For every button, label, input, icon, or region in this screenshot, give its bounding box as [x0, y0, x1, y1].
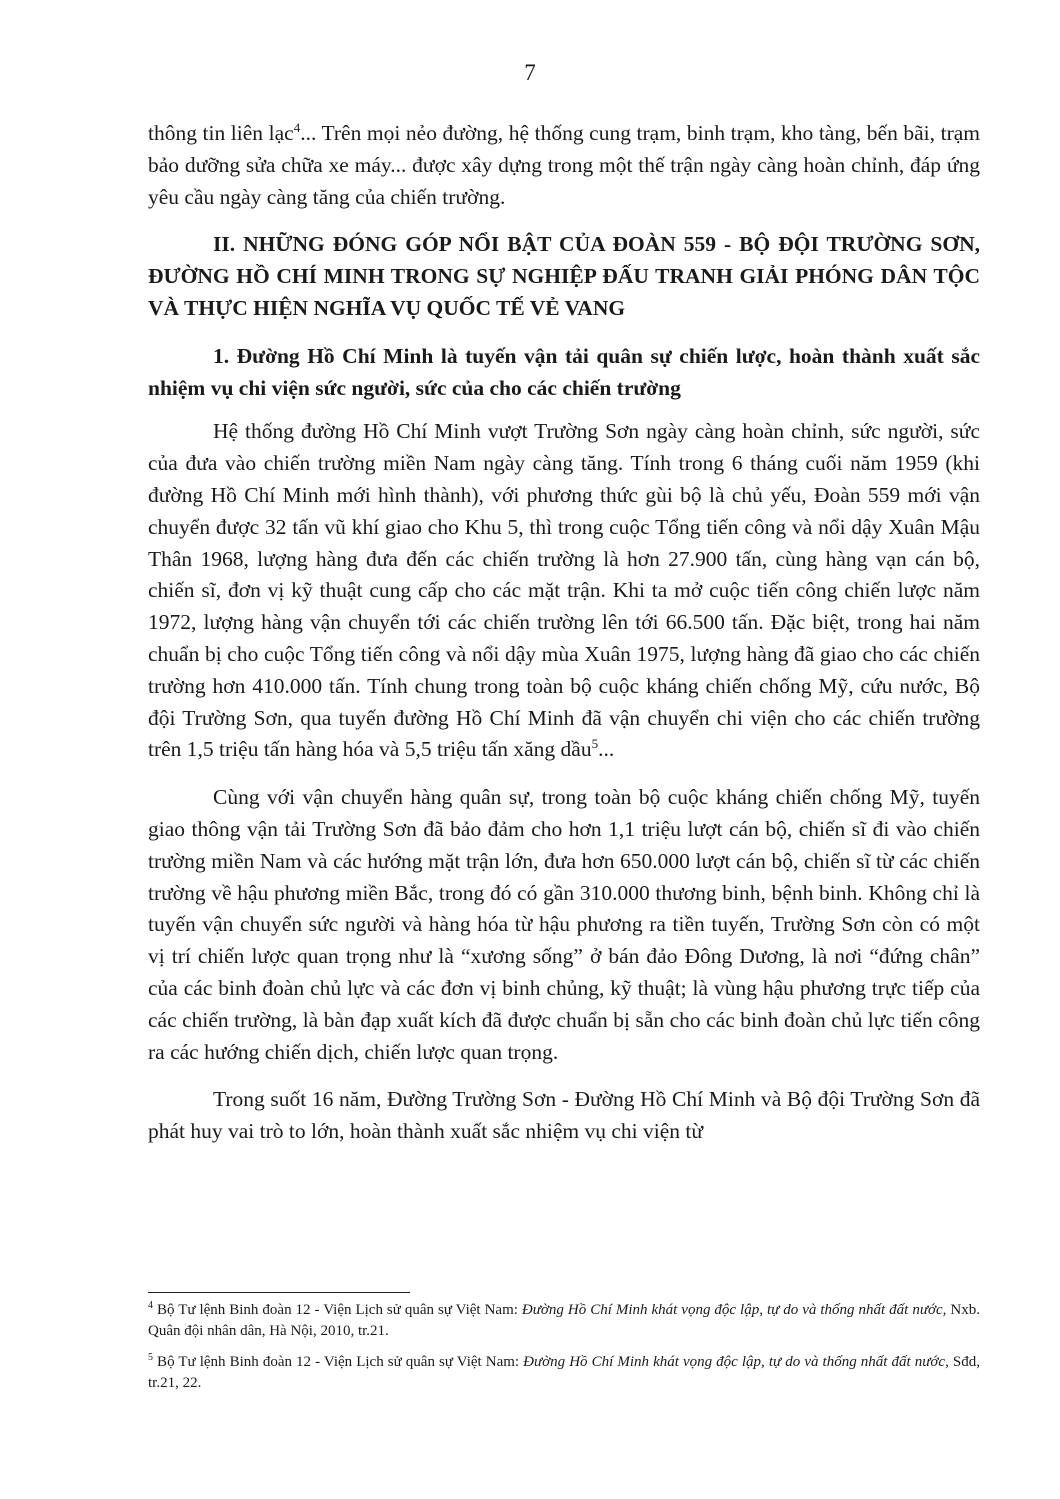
footnote-text: Nxb. Quân đội nhân dân, Hà Nội, 2010, tr.21.: [148, 1302, 980, 1339]
footnote-ref-4[interactable]: 4: [293, 119, 301, 135]
paragraph-text: ... Trên mọi nẻo đường, hệ thống cung trạm, binh trạm, kho tàng, bến bãi, trạm bảo dưỡng sửa chữa xe máy... được xây dựng trong một thế trận ngày càng hoàn chỉnh, đáp ứng yêu cầu ngày càng tăng của chiến trường.: [148, 121, 980, 209]
sub-heading: 1. Đường Hồ Chí Minh là tuyến vận tải quân sự chiến lược, hoàn thành xuất sắc nhiệm vụ chi viện sức người, sức của cho các chiến trường: [148, 343, 980, 400]
paragraph-text: Hệ thống đường Hồ Chí Minh vượt Trường Sơn ngày càng hoàn chỉnh, sức người, sức của đưa vào chiến trường miền Nam ngày càng tăng. Tính trong 6 tháng cuối năm 1959 (khi đường Hồ Chí Minh mới hình thành), với phương thức gùi bộ là chủ yếu, Đoàn 559 mới vận chuyển được 32 tấn vũ khí giao cho Khu 5, thì trong cuộc Tổng tiến công và nổi dậy Xuân Mậu Thân 1968, lượng hàng đưa đến các chiến trường là hơn 27.900 tấn, cùng hàng vạn cán bộ, chiến sĩ, đơn vị kỹ thuật cung cấp cho các mặt trận. Khi ta mở cuộc tiến công chiến lược năm 1972, lượng hàng vận chuyển tới các chiến trường lên tới 66.500 tấn. Đặc biệt, trong hai năm chuẩn bị cho cuộc Tổng tiến công và nổi dậy mùa Xuân 1975, lượng hàng đã giao cho các chiến trường hơn 410.000 tấn. Tính chung trong toàn bộ cuộc kháng chiến chống Mỹ, cứu nước, Bộ đội Trường Sơn, qua tuyến đường Hồ Chí Minh đã vận chuyển chi viện cho các chiến trường trên 1,5 triệu tấn hàng hóa và 5,5 triệu tấn xăng dầu: [148, 419, 980, 762]
section-heading: II. NHỮNG ĐÓNG GÓP NỔI BẬT CỦA ĐOÀN 559 - BỘ ĐỘI TRƯỜNG SƠN, ĐƯỜNG HỒ CHÍ MINH TRONG SỰ NGHIỆP ĐẤU TRANH GIẢI PHÓNG DÂN TỘC VÀ THỰC HIỆN NGHĨA VỤ QUỐC TẾ VẺ VANG: [148, 232, 980, 320]
footnote-number: 5: [148, 1352, 153, 1363]
footnote-divider: [148, 1292, 410, 1293]
footnote-ref-5[interactable]: 5: [591, 736, 599, 752]
footnote-text: Bộ Tư lệnh Binh đoàn 12 - Viện Lịch sử quân sự Việt Nam:: [153, 1302, 522, 1318]
paragraph-body-2: Cùng với vận chuyển hàng quân sự, trong toàn bộ cuộc kháng chiến chống Mỹ, tuyến giao thông vận tải Trường Sơn đã bảo đảm cho hơn 1,1 triệu lượt cán bộ, chiến sĩ đi vào chiến trường miền Nam và các hướng mặt trận lớn, đưa hơn 650.000 lượt cán bộ, chiến sĩ từ các chiến trường về hậu phương miền Bắc, trong đó có gần 310.000 thương binh, bệnh binh. Không chỉ là tuyến vận chuyển sức người và hàng hóa từ hậu phương ra tiền tuyến, Trường Sơn còn có một vị trí chiến lược quan trọng như là “xương sống” ở bán đảo Đông Dương, là nơi “đứng chân” của các binh đoàn chủ lực và các đơn vị binh chủng, kỹ thuật; là vùng hậu phương trực tiếp của các chiến trường, là bàn đạp xuất kích đã được chuẩn bị sẵn cho các binh đoàn chủ lực tiến công ra các hướng chiến dịch, chiến lược quan trọng.: [148, 785, 980, 1064]
footnotes: [148, 1300, 980, 1404]
paragraph-body-3: Trong suốt 16 năm, Đường Trường Sơn - Đường Hồ Chí Minh và Bộ đội Trường Sơn đã phát huy vai trò to lớn, hoàn thành xuất sắc nhiệm vụ chi viện từ: [148, 1087, 980, 1144]
footnote-5: [148, 1352, 980, 1394]
footnote-title: Đường Hồ Chí Minh khát vọng độc lập, tự do và thống nhất đất nước,: [521, 1302, 947, 1318]
paragraph-intro: [148, 118, 980, 213]
footnote-text: Sđd, tr.21, 22.: [148, 1354, 980, 1391]
paragraph-text: thông tin liên lạc: [148, 121, 294, 145]
footnote-text: Bộ Tư lệnh Binh đoàn 12 - Viện Lịch sử quân sự Việt Nam:: [153, 1354, 524, 1370]
footnote-title: Đường Hồ Chí Minh khát vọng độc lập, tự do và thống nhất đất nước,: [523, 1354, 949, 1370]
paragraph-text: ...: [598, 737, 615, 762]
paragraph-body-1: [148, 416, 980, 766]
main-content: [148, 118, 980, 1164]
page-number: 7: [524, 60, 536, 85]
footnote-number: 4: [148, 1300, 153, 1311]
footnote-4: [148, 1300, 980, 1342]
